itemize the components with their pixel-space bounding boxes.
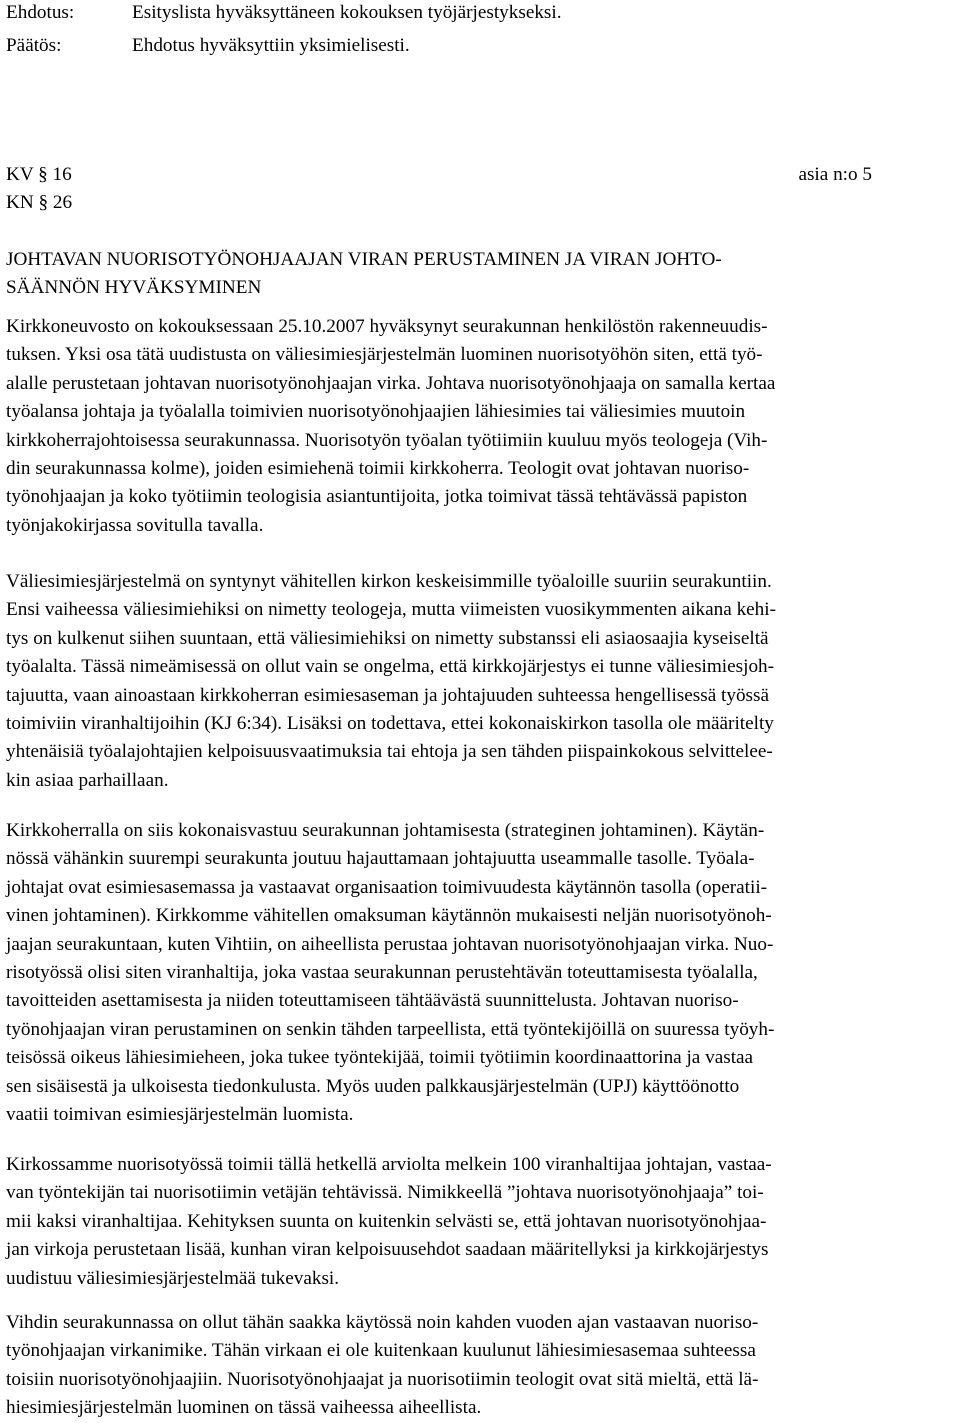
paragraph-line: työnjakokirjassa sovitulla tavalla. — [6, 514, 264, 536]
paragraph-line: din seurakunnassa kolme), joiden esimiehenä toimii kirkkoherra. Teologit ovat johtavan nuoriso- — [6, 458, 750, 480]
paragraph-line: työnohjaajan ja koko työtiimin teologisia asiantuntijoita, jotka toimivat tässä tehtävässä papiston — [6, 486, 748, 508]
paragraph-3 — [6, 817, 956, 1129]
paragraph-line: tuksen. Yksi osa tätä uudistusta on väliesimiesjärjestelmän luominen nuorisotyöhön siten, että työ- — [6, 344, 763, 366]
paragraph-line: Väliesimiesjärjestelmä on syntynyt vähitellen kirkon keskeisimmille työaloille suuriin seurakuntiin. — [6, 571, 772, 592]
paragraph-line: uudistuu väliesimiesjärjestelmää tukevaksi. — [6, 1267, 340, 1289]
proposal-row — [6, 0, 946, 30]
paragraph-line: tajuutta, vaan ainoastaan kirkkoherran esimiesaseman ja johtajuuden suhteessa hengellisessä työssä — [6, 684, 770, 706]
reference-kn: KN § 26 — [6, 192, 73, 213]
decision-row — [6, 33, 946, 63]
paragraph-line: jan virkoja perustetaan lisää, kunhan viran kelpoisuusehdot saadaan määritellyksi ja kirkkojärjestys — [6, 1239, 769, 1261]
case-number: asia n:o 5 — [798, 164, 872, 185]
paragraph-line: tys on kulkenut siihen suuntaan, että väliesimiehiksi on nimetty substanssi eli asiaosaajia kyseiseltä — [6, 627, 769, 649]
paragraph-line: vaatii toimivan esimiesjärjestelmän luomista. — [6, 1104, 354, 1126]
reference-row-kn — [6, 190, 872, 216]
paragraph-line: työalansa johtaja ja työalalla toimivien nuorisotyönohjaajien lähiesimies tai väliesimies muutoin — [6, 401, 746, 423]
paragraph-2 — [6, 568, 956, 795]
paragraph-line: yhtenäisiä työalajohtajien kelpoisuusvaatimuksia tai ehtoja ja sen tähden piispainkokous selvitteleе- — [6, 741, 773, 763]
reference-row-kv — [6, 162, 872, 188]
paragraph-line: toisiin nuorisotyönohjaajiin. Nuorisotyönohjaajat ja nuorisotiimin teologit ovat sitä mieltä, että lä- — [6, 1368, 759, 1390]
paragraph-line: työnohjaajan viran perustaminen on senkin tähden tarpeellista, että työntekijöillä on suuressa työyh- — [6, 1018, 775, 1040]
paragraph-line: alalle perustetaan johtavan nuorisotyönohjaajan virka. Johtava nuorisotyönohjaaja on samalla kertaa — [6, 372, 776, 394]
paragraph-line: risotyössä olisi siten viranhaltija, joka vastaa seurakunnan perustehtävän toteuttamisesta työalalla, — [6, 962, 758, 984]
proposal-term: Ehdotus: — [6, 2, 75, 23]
paragraph-line: johtajat ovat esimiesasemassa ja vastaavat organisaation toimivuudesta käytännön tasolla (operatii- — [6, 876, 768, 898]
section-title-line: SÄÄNNÖN HYVÄKSYMINEN — [6, 277, 262, 298]
paragraph-line: sen sisäisestä ja ulkoisesta tiedonkulusta. Myös uuden palkkausjärjestelmän (UPJ) käyttöönotto — [6, 1075, 740, 1097]
paragraph-line: kirkkoherrajohtoisessa seurakunnassa. Nuorisotyön työalan työtiimiin kuuluu myös teologeja (Vih- — [6, 429, 768, 451]
paragraph-line: van työntekijän tai nuorisotiimin vetäjän tehtävissä. Nimikkeellä ”johtava nuorisotyönohjaaja” toi- — [6, 1182, 764, 1204]
reference-kv: KV § 16 — [6, 164, 72, 185]
paragraph-line: Kirkossamme nuorisotyössä toimii tällä hetkellä arviolta melkein 100 viranhaltijaa johtajan, vastaa- — [6, 1154, 772, 1175]
paragraph-line: vinen johtaminen). Kirkkomme vähitellen omaksuman käytännön mukaisesti neljän nuorisotyönoh- — [6, 905, 772, 927]
paragraph-line: Kirkkoherralla on siis kokonaisvastuu seurakunnan johtamisesta (strateginen johtaminen). Käytän- — [6, 820, 765, 841]
paragraph-line: työalalta. Tässä nimeämisessä on ollut vain se ongelma, että kirkkojärjestys ei tunne väliesimiesjoh- — [6, 656, 775, 678]
decision-term: Päätös: — [6, 35, 62, 56]
paragraph-4 — [6, 1151, 956, 1293]
paragraph-line: teisössä oikeus lähiesimieheen, joka tukee työntekijää, toimii työtiimin koordinaattorina ja vastaa — [6, 1047, 754, 1069]
paragraph-line: kin asiaa parhaillaan. — [6, 769, 169, 791]
proposal-text: Esityslista hyväksyttäneen kokouksen työjärjestykseksi. — [132, 2, 562, 23]
paragraph-line: hiesimiesjärjestelmän luominen on tässä vaiheessa aiheellista. — [6, 1397, 482, 1419]
paragraph-line: Vihdin seurakunnassa on ollut tähän saakka käytössä noin kahden vuoden ajan vastaavan nuoriso- — [6, 1312, 759, 1333]
section-title-line: JOHTAVAN NUORISOTYÖNOHJAAJAN VIRAN PERUSTAMINEN JA VIRAN JOHTO- — [6, 249, 722, 270]
paragraph-line: Ensi vaiheessa väliesimiehiksi on nimetty teologeja, mutta viimeisten vuosikymmenten aikana kehi- — [6, 599, 776, 621]
paragraph-1 — [6, 313, 956, 540]
decision-text: Ehdotus hyväksyttiin yksimielisesti. — [132, 35, 410, 56]
paragraph-line: mii kaksi viranhaltijaa. Kehityksen suunta on kuitenkin selvästi se, että johtavan nuorisotyönohjaa- — [6, 1210, 767, 1232]
paragraph-line: nössä vähänkin suurempi seurakunta joutuu hajauttamaan johtajuutta useammalle tasolle. Työala- — [6, 848, 755, 870]
paragraph-line: toimiviin viranhaltijoihin (KJ 6:34). Lisäksi on todettava, ettei kokonaiskirkon tasolla ole määritelty — [6, 713, 774, 735]
paragraph-line: tavoitteiden asettamisesta ja niiden toteuttamiseen tähtäävästä suunnittelusta. Johtavan nuoriso- — [6, 990, 739, 1012]
paragraph-5 — [6, 1309, 956, 1423]
paragraph-line: Kirkkoneuvosto on kokouksessaan 25.10.2007 hyväksynyt seurakunnan henkilöstön rakenneuudis- — [6, 316, 768, 337]
paragraph-line: työnohjaajan virkanimike. Tähän virkaan ei ole kuitenkaan kuulunut lähiesimiesasemaa suhteessa — [6, 1340, 756, 1362]
paragraph-line: jaajan seurakuntaan, kuten Vihtiin, on aiheellista perustaa johtavan nuorisotyönohjaajan virka. Nuo- — [6, 933, 774, 955]
section-title — [6, 246, 946, 302]
